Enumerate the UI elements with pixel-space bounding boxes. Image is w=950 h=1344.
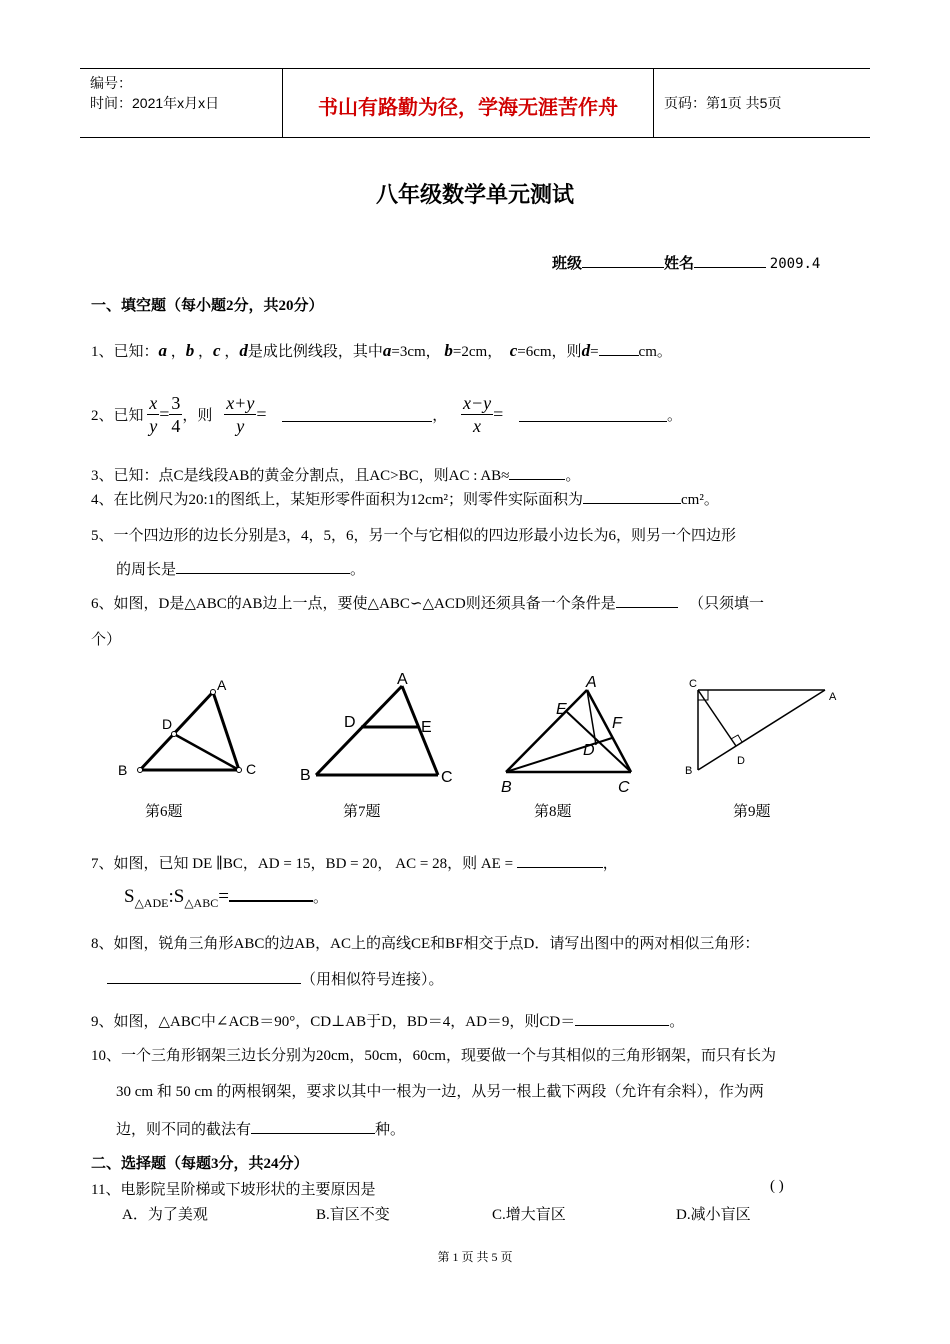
number-label: 编号： [90,75,132,91]
q2-frac-xminusy-over-x [461,392,493,437]
question-11: 11、电影院呈阶梯或下坡形状的主要原因是 [91,1182,376,1198]
q4-end: cm²。 [681,492,719,508]
q2-blank-2[interactable] [519,407,667,422]
fig6-label-b: B [118,762,128,778]
q3-blank[interactable] [509,465,565,480]
q1-c-value: =6cm，则 [517,344,582,360]
figure-6 [118,677,256,778]
q2-then: ，则 [182,408,213,424]
q3-text: 3、已知：点C是线段AB的黄金分割点，且AC>BC，则AC : AB≈ [91,468,510,484]
figures-row [100,660,880,800]
question-3 [91,464,580,485]
q2-f2-den: 4 [171,416,181,436]
q2-f2-num: 3 [171,393,181,413]
q1-answer-blank[interactable] [599,341,639,356]
q7-eq: = [218,886,229,907]
q6-text: 6、如图，D是△ABC的AB边上一点，要使△ABC∽△ACD则还须具备一个条件是 [91,596,616,612]
q11-option-b[interactable]: B.盲区不变 [316,1207,390,1223]
q8-blank[interactable] [107,969,301,984]
q2-f3-num: x+y [226,393,255,413]
fig9-label-b: B [685,765,693,777]
fig8-label-e: E [556,701,567,718]
question-8-line1: 8、如图，锐角三角形ABC的边AB，AC上的高线CE和BF相交于点D．请写出图中的两对相似三角形： [91,936,760,952]
q2-eq1: = [159,404,170,424]
q7-sub1: △ADE [134,895,169,910]
fig6-label-d: D [162,716,173,732]
q9-blank[interactable] [575,1011,669,1026]
fig9-edge-ab [698,690,825,770]
q7-s2: S [173,886,185,907]
fig6-point-b [138,768,143,773]
q8-hint: （用相似符号连接）。 [301,972,444,988]
q10-prefix: 边，则不同的截法有 [116,1122,252,1138]
header-page-label: 页码：第1页 共5页 [664,95,782,111]
question-4 [91,488,719,509]
q1-var-d2: d [581,341,591,360]
q2-blank-1[interactable] [282,407,432,422]
q1-mid: 是成比例线段，其中 [247,344,383,360]
q7-s1: S [124,886,135,907]
q11-option-c[interactable]: C.增大盲区 [492,1207,566,1223]
q1-var-a2: a [382,341,392,360]
fig6-label-c: C [246,761,257,777]
question-6-line1 [91,592,764,613]
question-2 [91,392,682,437]
q11-answer-paren[interactable]: ( ) [770,1178,784,1194]
name-label: 姓名 [664,256,695,272]
fig8-label-c: C [618,779,630,796]
page-header [80,68,870,138]
q5-blank[interactable] [176,559,350,574]
q1-a-value: =3cm， [391,344,441,360]
q2-prefix: 2、已知 [91,408,144,424]
question-5-line1: 5、一个四边形的边长分别是3，4，5，6，另一个与它相似的四边形最小边长为6，则另一个四边形 [91,528,737,544]
caption-fig7: 第7题 [343,804,381,820]
fig7-edge-ab [316,686,402,775]
question-1: 1、已知：a ，b ，c ，d是成比例线段，其中a=3cm， b=2cm， c=6cm，则d= cm。 [91,341,672,360]
question-5-line2 [116,558,365,579]
name-blank[interactable] [694,253,766,268]
q7-blank-ae[interactable] [517,853,603,868]
q2-f3-den: y [236,416,245,436]
caption-fig6: 第6题 [145,804,183,820]
q3-end: 。 [565,468,581,484]
question-7-line1 [91,852,618,873]
q1-d-eq: = [590,344,599,360]
fig6-edge-ab [140,692,213,770]
fig9-label-a: A [829,691,837,703]
date-label: 时间：2021年x月x日 [90,95,220,111]
q2-frac-xplusy-over-y [224,392,256,437]
q1-var-c: c [213,341,221,360]
fig6-point-a [211,690,216,695]
q1-var-b2: b [444,341,453,360]
fig7-label-d: D [344,714,356,731]
fig7-edge-ac [402,686,438,775]
test-date: 2009.4 [769,256,821,272]
fig8-label-d: D [583,742,595,759]
section1-heading: 一、填空题（每小题2分，共20分） [91,298,324,314]
q1-var-c2: c [509,341,518,360]
fig9-label-d: D [737,755,745,767]
fig8-label-b: B [501,779,512,796]
question-7-line2 [124,886,328,911]
fig7-label-c: C [441,769,453,786]
q2-frac-x-over-y [147,392,159,437]
q6-blank[interactable] [616,593,678,608]
figure-7 [300,671,453,786]
q1-var-b: b [185,341,195,360]
q11-option-a[interactable]: A．为了美观 [122,1207,208,1223]
figure-9 [685,678,837,777]
q2-f1-den: y [149,416,158,436]
q6-tail: （只须填一 [688,596,764,612]
header-motto: 书山有路勤为径，学海无涯苦作舟 [282,69,654,137]
q2-f1-num: x [149,393,158,413]
q7-end: 。 [312,890,328,906]
class-label: 班级 [552,256,583,272]
q7-text: 7、如图，已知 DE ∥BC，AD = 15，BD = 20， AC = 28，则 AE = [91,856,514,872]
fig7-label-b: B [300,767,311,784]
q2-eq3: = [493,404,504,424]
q7-comma: ， [602,856,618,872]
q1-b-value: =2cm， [452,344,503,360]
q7-colon: : [168,886,174,907]
question-9 [91,1010,684,1031]
figure-8 [501,674,631,796]
q1-var-a: a [158,341,168,360]
fig6-label-a: A [217,677,227,693]
header-meta [80,69,282,137]
q1-unit: cm。 [638,344,672,360]
q10-end: 种。 [375,1122,406,1138]
q2-frac-3-over-4 [169,392,182,437]
q7-blank-ratio[interactable] [229,886,313,902]
question-6-line2: 个） [91,632,122,648]
q2-f4-num: x−y [462,393,492,413]
fig9-label-c: C [689,678,697,690]
q1-var-d: d [239,341,248,360]
question-10-line3 [116,1118,405,1139]
q5-end: 。 [350,562,366,578]
q2-end: 。 [667,408,683,424]
q9-text: 9、如图，△ABC中∠ACB＝90°，CD⊥AB于D，BD＝4，AD＝9，则CD＝ [91,1014,576,1030]
question-8-line2 [107,968,444,989]
fig8-label-a: A [586,674,597,691]
q4-text: 4、在比例尺为20:1的图纸上，某矩形零件面积为12cm²；则零件实际面积为 [91,492,583,508]
q4-blank[interactable] [583,489,681,504]
section2-heading: 二、选择题（每题3分，共24分） [91,1156,309,1172]
class-name-line [552,252,820,273]
page-title: 八年级数学单元测试 [375,183,574,208]
caption-fig8: 第8题 [534,804,572,820]
class-blank[interactable] [582,253,664,268]
fig6-point-c [237,768,242,773]
fig8-label-f: F [612,715,622,732]
fig6-point-d [172,732,177,737]
caption-fig9: 第9题 [733,804,771,820]
q9-end: 。 [669,1014,685,1030]
fig9-altitude-cd [698,690,736,746]
q5-prefix: 的周长是 [116,562,177,578]
page-footer: 第 1 页 共 5 页 [437,1250,513,1264]
fig7-label-e: E [421,719,432,736]
fig7-label-a: A [397,671,408,688]
q2-comma: ， [432,408,448,424]
q2-f4-den: x [473,416,482,436]
q11-option-d[interactable]: D.减小盲区 [676,1207,751,1223]
q1-prefix: 1、已知： [91,344,159,360]
q10-blank[interactable] [251,1119,375,1134]
question-10-line2: 30 cm 和 50 cm 的两根钢架，要求以其中一根为一边，从另一根上截下两段（允许有余料），作为两 [116,1084,764,1100]
q2-eq2: = [256,404,267,424]
q7-sub2: △ABC [184,895,219,910]
question-10-line1: 10、一个三角形钢架三边长分别为20cm，50cm，60cm，现要做一个与其相似的三角形钢架，而只有长为 [91,1048,776,1064]
